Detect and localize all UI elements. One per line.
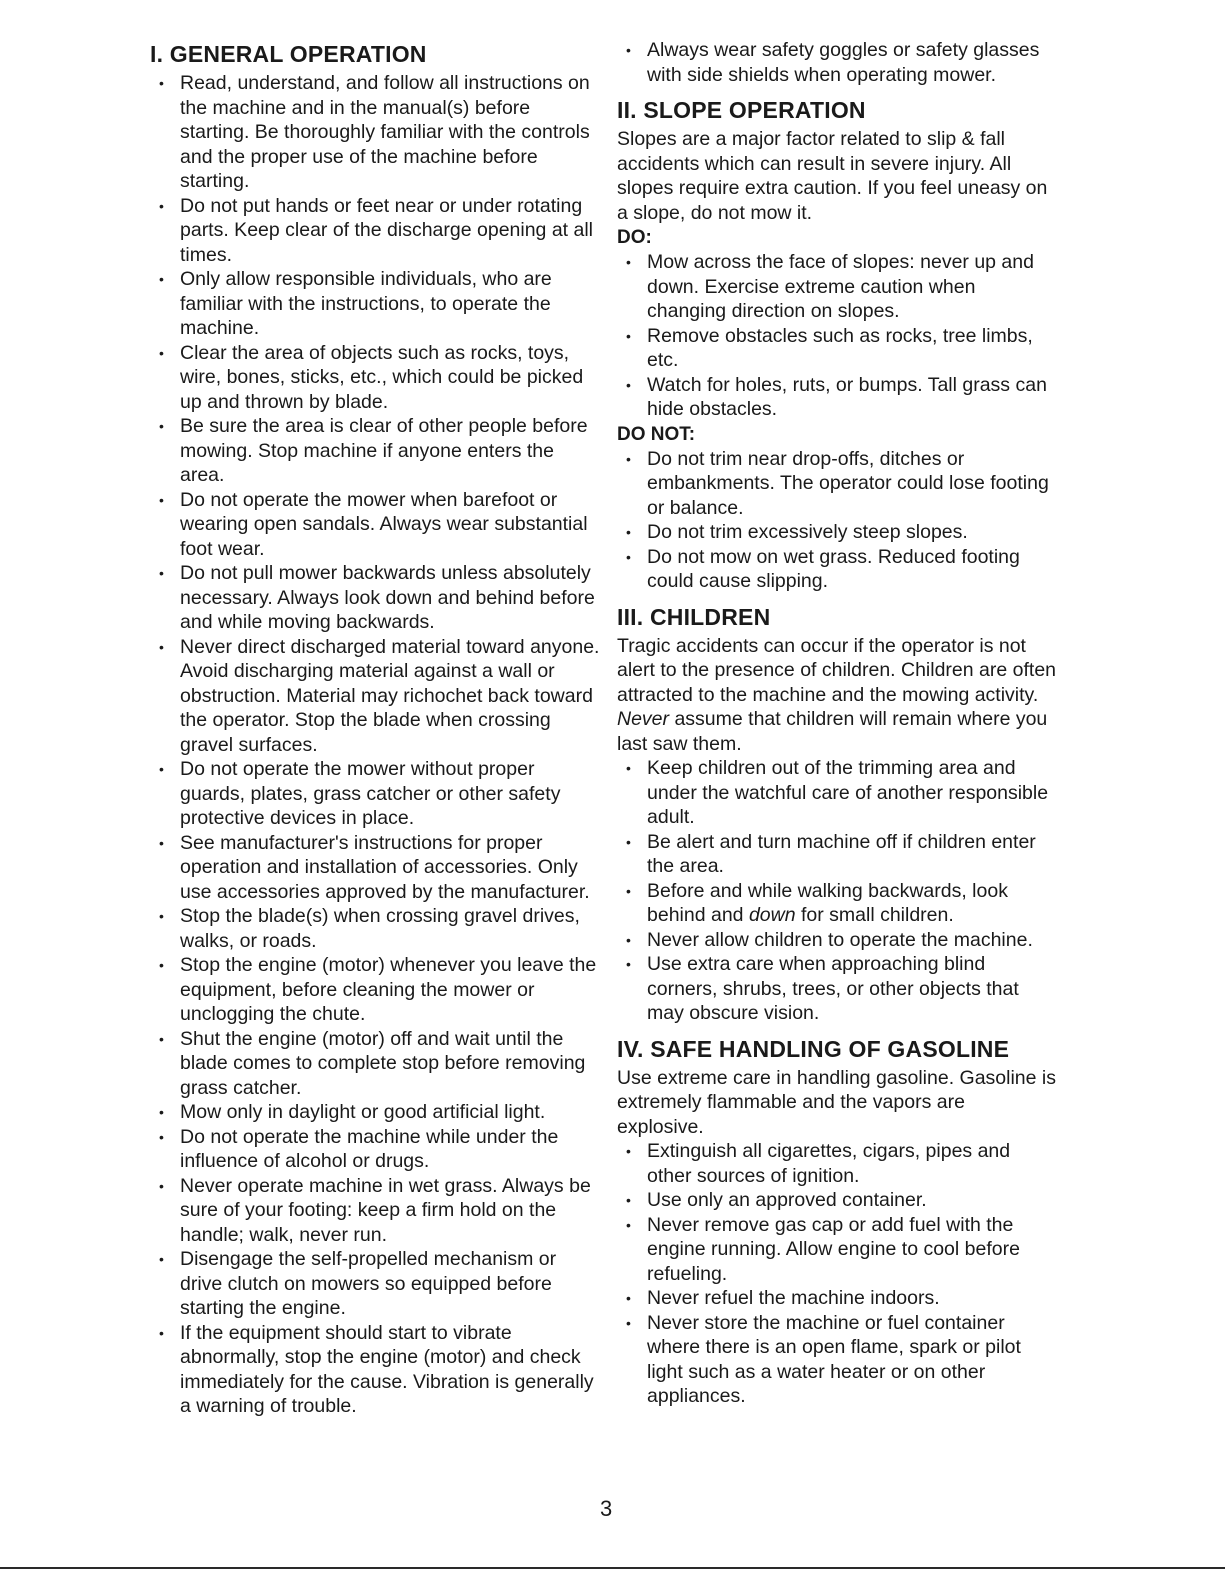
- do-list: [617, 250, 1057, 422]
- children-list: [617, 756, 1057, 1026]
- gasoline-list: [617, 1139, 1057, 1409]
- gasoline-heading: IV. SAFE HANDLING OF GASOLINE: [617, 1035, 1010, 1062]
- list-item: • Extinguish all cigarettes, cigars, pipes and other sources of ignition.: [617, 1139, 1057, 1188]
- list-item: • Do not trim excessively steep slopes.: [617, 520, 1057, 545]
- list-item: • Do not trim near drop-offs, ditches or embankments. The operator could lose footing or balance.: [617, 447, 1057, 521]
- list-item: • Mow only in daylight or good artificial light.: [150, 1100, 602, 1125]
- slope-intro: Slopes are a major factor related to slip & fall accidents which can result in severe injury. All slopes require extra caution. If you feel uneasy on a slope, do not mow it.: [617, 128, 1048, 224]
- list-item-emphasis: down: [748, 904, 796, 926]
- list-item: • Do not operate the mower without proper guards, plates, grass catcher or other safety protective devices in place.: [150, 757, 602, 831]
- list-item: • Never allow children to operate the machine.: [617, 928, 1057, 953]
- children-heading: III. CHILDREN: [617, 603, 771, 630]
- list-item: • If the equipment should start to vibrate abnormally, stop the engine (motor) and check immediately for the cause. Vibration is generally a warning of trouble.: [150, 1321, 602, 1419]
- list-item: • Never operate machine in wet grass. Always be sure of your footing: keep a firm hold on the handle; walk, never run.: [150, 1174, 602, 1248]
- list-item: • Only allow responsible individuals, who are familiar with the instructions, to operate the machine.: [150, 267, 602, 341]
- list-item: • Do not pull mower backwards unless absolutely necessary. Always look down and behind before and while moving backwards.: [150, 561, 602, 635]
- list-item: • Read, understand, and follow all instructions on the machine and in the manual(s) before starting. Be thoroughly familiar with the controls and the proper use of the machine before starting.: [150, 71, 602, 194]
- list-item: • Do not mow on wet grass. Reduced footing could cause slipping.: [617, 545, 1057, 594]
- list-item: • Never direct discharged material toward anyone. Avoid discharging material against a wall or obstruction. Material may richochet back toward the operator. Stop the blade when crossing gravel surfaces.: [150, 635, 602, 758]
- general-operation-list-continued: [617, 38, 1057, 87]
- list-item: • Do not put hands or feet near or under rotating parts. Keep clear of the discharge opening at all times.: [150, 194, 602, 268]
- children-intro: [617, 634, 1057, 757]
- gasoline-intro: Use extreme care in handling gasoline. Gasoline is extremely flammable and the vapors are explosive.: [617, 1066, 1056, 1138]
- list-item: • Never refuel the machine indoors.: [617, 1286, 1057, 1311]
- do-not-list: [617, 447, 1057, 594]
- list-item: • Use only an approved container.: [617, 1188, 1057, 1213]
- children-intro-emphasis: Never: [617, 708, 670, 730]
- right-column: [617, 38, 1057, 1409]
- list-item-text-end: for small children.: [795, 904, 954, 926]
- list-item: • Be sure the area is clear of other people before mowing. Stop machine if anyone enters the area.: [150, 414, 602, 488]
- list-item: • Never store the machine or fuel container where there is an open flame, spark or pilot light such as a water heater or on other appliances.: [617, 1311, 1057, 1409]
- bottom-rule: [0, 1567, 1225, 1569]
- list-item: • Be alert and turn machine off if children enter the area.: [617, 830, 1057, 879]
- left-column: [150, 38, 602, 1419]
- children-intro-text: Tragic accidents can occur if the operator is not alert to the presence of children. Children are often attracted to the machine and the mowing activity.: [617, 634, 1057, 706]
- general-operation-heading: I. GENERAL OPERATION: [150, 41, 427, 67]
- list-item: • Clear the area of objects such as rocks, toys, wire, bones, sticks, etc., which could be picked up and thrown by blade.: [150, 341, 602, 415]
- list-item: • Use extra care when approaching blind corners, shrubs, trees, or other objects that may obscure vision.: [617, 952, 1057, 1026]
- list-item: • Shut the engine (motor) off and wait until the blade comes to complete stop before removing grass catcher.: [150, 1027, 602, 1101]
- list-item: • Mow across the face of slopes: never up and down. Exercise extreme caution when changing direction on slopes.: [617, 250, 1057, 324]
- general-operation-list: [150, 71, 602, 1419]
- do-not-label: DO NOT:: [617, 423, 696, 445]
- list-item: • Never remove gas cap or add fuel with the engine running. Allow engine to cool before refueling.: [617, 1213, 1057, 1287]
- list-item: • Always wear safety goggles or safety glasses with side shields when operating mower.: [617, 38, 1057, 87]
- list-item: • Disengage the self-propelled mechanism or drive clutch on mowers so equipped before starting the engine.: [150, 1247, 602, 1321]
- list-item: • Keep children out of the trimming area and under the watchful care of another responsible adult.: [617, 756, 1057, 830]
- children-intro-text-end: assume that children will remain where you last saw them.: [617, 708, 1048, 755]
- list-item-text: Before and while walking backwards, look behind and: [647, 879, 1008, 926]
- page-number: 3: [600, 1496, 613, 1521]
- list-item: • See manufacturer's instructions for proper operation and installation of accessories. Only use accessories approved by the manufacturer.: [150, 831, 602, 905]
- list-item: • Remove obstacles such as rocks, tree limbs, etc.: [617, 324, 1057, 373]
- list-item: • Watch for holes, ruts, or bumps. Tall grass can hide obstacles.: [617, 373, 1057, 422]
- slope-operation-heading: II. SLOPE OPERATION: [617, 97, 866, 123]
- do-label: DO:: [617, 227, 652, 248]
- list-item: • Do not operate the machine while under the influence of alcohol or drugs.: [150, 1125, 602, 1174]
- list-item: • Stop the blade(s) when crossing gravel drives, walks, or roads.: [150, 904, 602, 953]
- list-item: • Stop the engine (motor) whenever you leave the equipment, before cleaning the mower or unclogging the chute.: [150, 953, 602, 1027]
- list-item: [617, 879, 1057, 928]
- list-item: • Do not operate the mower when barefoot or wearing open sandals. Always wear substantial foot wear.: [150, 488, 602, 562]
